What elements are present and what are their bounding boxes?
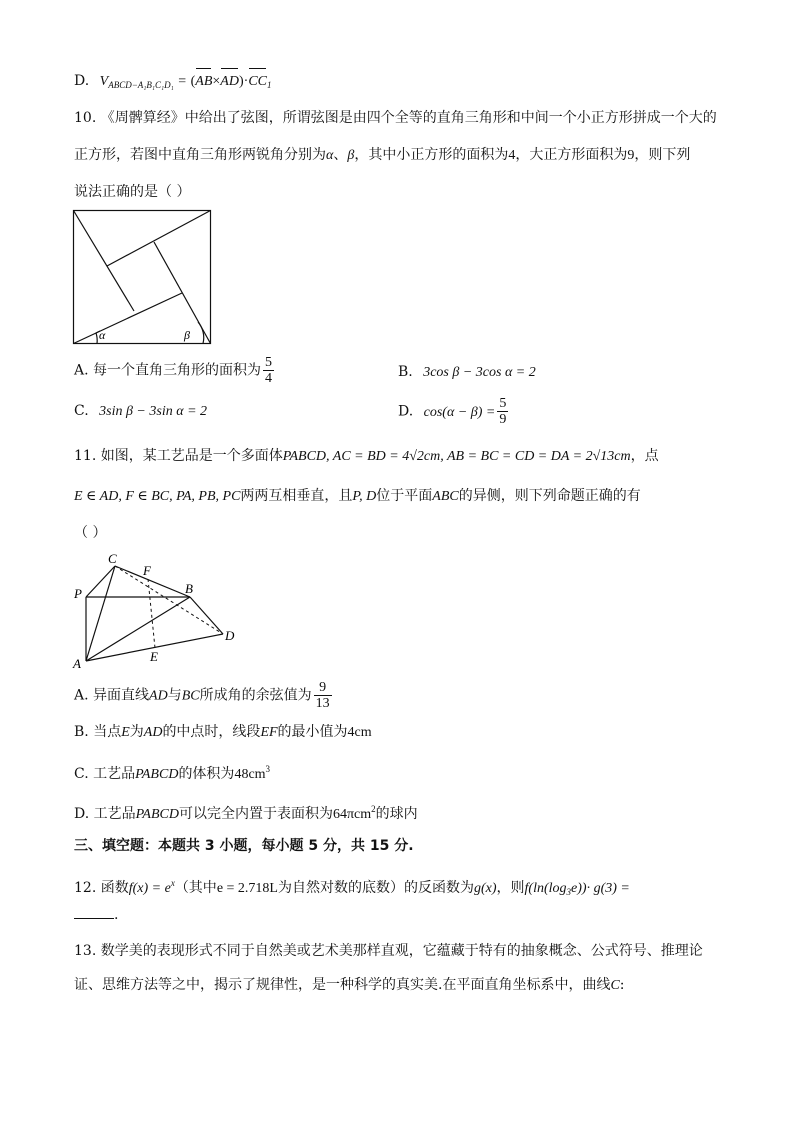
text: 12. 函数 — [74, 880, 129, 896]
q12-answer-line — [74, 904, 118, 926]
math: E — [121, 725, 130, 740]
text: 11. 如图，某工艺品是一个多面体 — [74, 448, 283, 464]
math: BC — [181, 688, 200, 704]
times-sign: × — [212, 74, 221, 89]
q10-line2 — [74, 144, 690, 167]
math-expression: P, D — [352, 489, 377, 504]
option-text: cos(α − β) = — [423, 404, 496, 420]
math: f(ln(log — [524, 881, 567, 896]
separator: 、 — [333, 147, 348, 163]
q11-option-d — [74, 798, 418, 826]
text: 当点 — [93, 724, 122, 740]
section-heading: 三、填空题：本题共 3 小题，每小题 5 分，共 15 分. — [74, 838, 414, 854]
number: 4 — [508, 148, 516, 163]
text: （其中 — [174, 880, 217, 896]
text: 为 — [129, 724, 144, 740]
text: 与 — [167, 687, 182, 704]
math: f(x) = e — [128, 881, 171, 896]
number: 9 — [627, 148, 635, 163]
text: ，大正方形面积为 — [515, 147, 628, 163]
alpha-symbol: α — [326, 148, 334, 163]
option-text: 3cos β − 3cos α = 2 — [423, 365, 536, 380]
text: 的异侧，则下列命题正确的有 — [458, 488, 641, 504]
triangle-leg — [107, 211, 211, 267]
denominator: 4 — [265, 371, 273, 386]
text: 证、思维方法等之中，揭示了规律性，是一种科学的真实美.在平面直角坐标系中，曲线 — [74, 977, 611, 993]
text: 的中点时，线段 — [162, 724, 261, 740]
chord-diagram — [72, 209, 214, 349]
math-expression: ABC — [432, 489, 459, 504]
q13-line2 — [74, 974, 625, 997]
option-label: A. — [74, 687, 89, 704]
text: ，则 — [496, 880, 525, 896]
period: . — [114, 907, 119, 923]
math: AD — [149, 688, 168, 704]
denominator: 13 — [315, 696, 330, 711]
superscript: 3 — [265, 764, 271, 774]
equals: = — [178, 74, 187, 89]
denominator: 9 — [499, 412, 507, 427]
dot-sign: · — [243, 74, 249, 89]
volume-symbol: V — [99, 74, 109, 89]
q11-line2 — [74, 485, 641, 508]
vector-cc1: CC — [248, 71, 267, 93]
value: 4cm — [347, 725, 372, 740]
option-label: A. — [74, 362, 89, 379]
math: PABCD — [135, 807, 179, 822]
option-label: C. — [74, 766, 89, 782]
option-label: D. — [398, 403, 414, 420]
math-expression: E ∈ AD, F ∈ BC, PA, PB, PC — [74, 489, 241, 504]
option-label: C. — [74, 403, 89, 419]
text: 为自然对数的底数）的反函数为 — [277, 880, 474, 896]
text: 的体积为 — [178, 766, 235, 782]
cc-subscript: 1 — [267, 80, 272, 90]
text: ，则下列 — [634, 147, 691, 163]
label-d: D — [225, 628, 235, 643]
fraction — [263, 355, 274, 386]
vector-ad: AD — [220, 71, 239, 93]
text: 两两互相垂直，且 — [240, 488, 353, 504]
text: 工艺品 — [93, 806, 136, 822]
numerator: 9 — [314, 680, 332, 696]
triangle-leg — [74, 211, 135, 312]
label-a: A — [73, 656, 81, 671]
q10-line3: 说法正确的是（ ） — [74, 184, 191, 200]
fraction — [314, 680, 332, 711]
numerator: 5 — [499, 396, 507, 411]
polyhedron-figure — [70, 550, 250, 672]
label-b: B — [185, 581, 193, 596]
option-text: 3sin β − 3sin α = 2 — [99, 404, 208, 419]
text: 的最小值为 — [277, 724, 348, 740]
value: e = 2.718L — [216, 881, 278, 896]
text: 的球内 — [375, 806, 418, 822]
q10-option-a — [74, 355, 276, 386]
volume-subscript: ABCD−A₁B₁C₁D₁ — [108, 80, 174, 90]
text: : — [619, 977, 625, 993]
q10-option-d — [398, 396, 510, 427]
text: 可以完全内置于表面积为 — [178, 806, 333, 822]
math: EF — [260, 725, 278, 740]
fig-alpha-label: α — [99, 328, 106, 342]
text: ，其中小正方形的面积为 — [354, 147, 509, 163]
value: 48cm — [234, 767, 266, 782]
text: 工艺品 — [93, 766, 136, 782]
subscript: 3 — [566, 887, 572, 897]
outer-square — [74, 211, 211, 344]
q13-line1: 13. 数学美的表现形式不同于自然美或艺术美那样直观，它蕴藏于特有的抽象概念、公式符号、推理论 — [74, 943, 703, 959]
superscript: x — [170, 878, 175, 888]
label-c: C — [108, 551, 117, 566]
fig-beta-label: β — [184, 328, 190, 342]
q11-option-c — [74, 758, 270, 786]
option-text: 每一个直角三角形的面积为 — [93, 362, 262, 379]
text: 正方形，若图中直角三角形两锐角分别为 — [74, 147, 326, 163]
math: g(x) — [473, 881, 497, 896]
math: AD — [143, 725, 163, 740]
beta-arc — [198, 322, 204, 344]
math: PABCD — [135, 767, 179, 782]
text: ，点 — [630, 448, 659, 464]
label-e: E — [150, 649, 158, 664]
option-label: B. — [398, 364, 413, 380]
option-label: D. — [74, 73, 90, 89]
fraction — [497, 396, 508, 427]
text: 所成角的余弦值为 — [199, 687, 312, 704]
text: 异面直线 — [93, 687, 150, 704]
label-f: F — [143, 563, 151, 578]
q11-line3: （ ） — [74, 525, 107, 541]
numerator: 5 — [265, 355, 273, 370]
q10-option-b — [398, 361, 536, 384]
q10-option-c — [74, 400, 207, 423]
vector-ab: AB — [195, 71, 212, 93]
label-p: P — [74, 586, 82, 601]
q11-line1 — [74, 445, 659, 468]
math: C — [610, 978, 620, 993]
value: 64πcm — [332, 807, 372, 822]
math: e))· g(3) = — [571, 881, 630, 896]
math-expression: PABCD, AC = BD = 4√2cm, AB = BC = CD = DA = 2√13cm — [282, 449, 631, 464]
q11-option-a — [74, 680, 334, 711]
superscript: 2 — [371, 804, 376, 814]
beta-symbol: β — [347, 148, 355, 163]
q12-line1 — [74, 872, 630, 903]
option-label: B. — [74, 724, 89, 740]
prev-option-d: D. $V_{ABCD-A_1B_1C_1D_1} = (AB\times AD)\cdot CC_1$ — [74, 70, 272, 96]
answer-blank[interactable] — [74, 904, 114, 919]
option-label: D. — [74, 806, 90, 822]
q11-option-b — [74, 721, 372, 744]
alpha-arc — [96, 333, 97, 344]
q10-line1: 10. 《周髀算经》中给出了弦图，所谓弦图是由四个全等的直角三角形和中间一个小正方形拼成一个大的 — [74, 110, 717, 126]
text: 位于平面 — [376, 488, 433, 504]
